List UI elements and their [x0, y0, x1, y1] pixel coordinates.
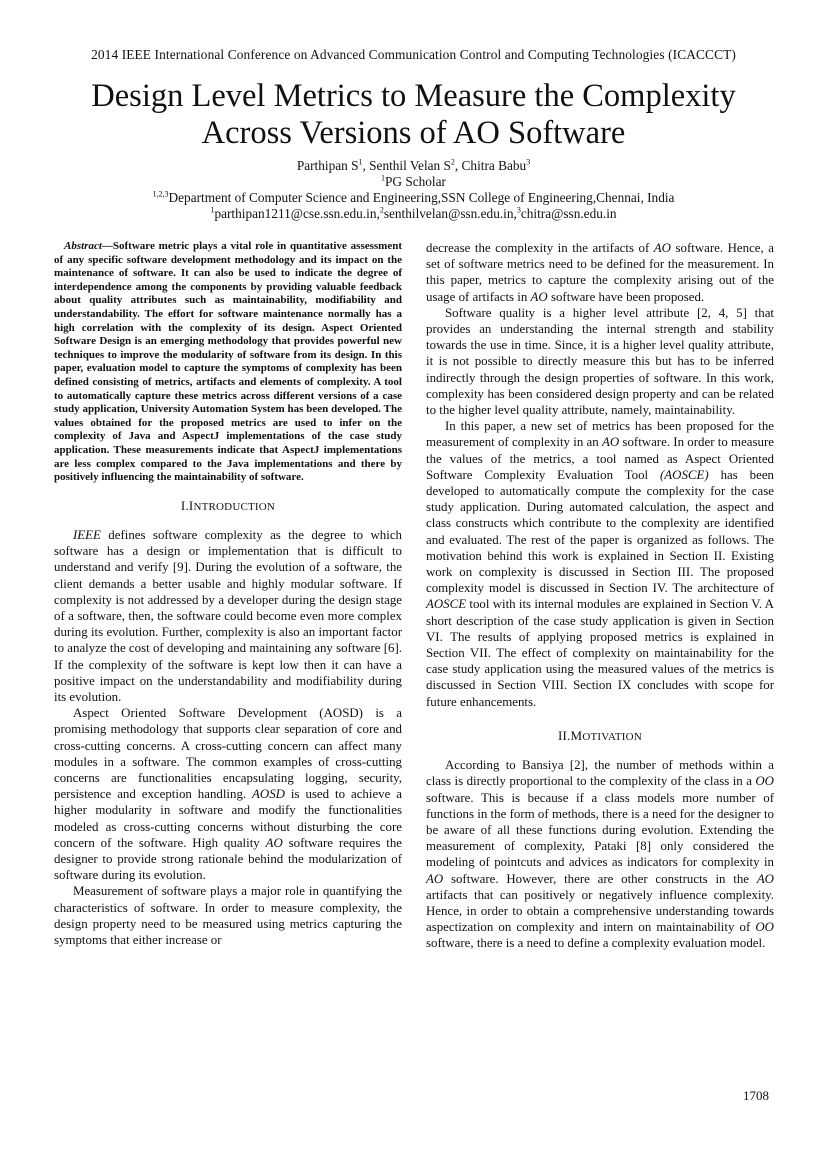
author-1-sup: 1: [358, 157, 363, 167]
motivation-text-e: software, there is a need to define a complexity evaluation model.: [426, 936, 766, 951]
section-rest: OTIVATION: [582, 730, 642, 743]
section-number: I.: [180, 497, 189, 513]
author-role: [0, 174, 827, 190]
intro-p6-text-d: tool with its internal modules are explained in Section V. A short description of the case study application is given in Section VI. The results of applying proposed metrics is explained in Section VII. The effect of complexity on maintainability for the case study application using the measured values of the metrics is discussed in Section VIII. Section IX concludes with scope for future enhancements.: [426, 597, 774, 709]
author-emails: [0, 206, 827, 222]
author-2: , Senthil Velan S: [362, 158, 451, 173]
author-block: [0, 158, 827, 222]
email-1-sup: 1: [210, 205, 215, 215]
section-heading-motivation: [426, 728, 774, 745]
intro-paragraph-1: [54, 527, 402, 705]
intro-p6-text-a: In this paper, a new set of metrics has been proposed for the measurement of complexity in an: [426, 419, 774, 450]
intro-p2-text-c: software requires the designer to provide strong rationale behind the modularization of software during its evolution.: [54, 835, 402, 883]
motivation-text-a: According to Bansiya [2], the number of methods within a class is directly proportional to the complexity of the class in a: [426, 758, 774, 789]
intro-p6-text-b: software. In order to measure the values of the metrics, a tool named as Aspect Oriented Software Complexity Evaluation Tool: [426, 435, 775, 482]
section-initial: I: [188, 497, 194, 513]
intro-p1-text: defines software complexity as the degree to which software has a design or implementation that is difficult to understand and verify [9]. During the evolution of a software, the client demands a better usable and highly modular software. If complexity is not addressed by a developer during the design stage of a software, then, the software could become even more complex during its evolution. Further, complexity is also an important factor to analyze the cost of developing and maintaining any software [6]. If the complexity of the software is kept low then it can have a positive impact on the understandability and modifiability during its evolution.: [54, 527, 402, 704]
motivation-text-d: artifacts that can positively or negatively influence complexity. Hence, in order to obtain a comprehensive understanding towards aspectization on complexity and intern on maintainability of: [426, 887, 774, 935]
email-2: senthilvelan@ssn.edu.in,: [383, 206, 517, 221]
abstract-label: Abstract: [64, 240, 102, 252]
motivation-term-oo-2: OO: [755, 920, 774, 935]
author-1: Parthipan S: [296, 158, 359, 173]
section-heading-introduction: [54, 498, 402, 515]
section-number: II.: [558, 727, 571, 743]
intro-term-ao-3: AO: [530, 289, 548, 304]
intro-p4-text-c: software have been proposed.: [547, 289, 705, 304]
intro-term-aosce-2: AOSCE: [426, 597, 467, 612]
intro-p6-text-c: has been developed to automatically compute the complexity for the case study application. During automated calculation, the aspect and class constructs which contribute to the complexity are identified and evaluated. The rest of the paper is organized as follows. The motivation behind this work is explained in Section II. Existing work on complexity is discussed in Section III. The proposed complexity model is discussed in Section IV. The architecture of: [426, 467, 774, 596]
title-line-1: Design Level Metrics to Measure the Complexity: [91, 78, 736, 114]
paper-title: [60, 78, 767, 152]
intro-p4-text-b: software. Hence, a set of software metrics need to be defined for the measurement. In this paper, metrics to capture the complexity arising out of the usage of artifacts in: [426, 241, 774, 304]
author-affiliation: [0, 190, 827, 206]
intro-term-aosce: (AOSCE): [660, 467, 709, 482]
intro-term-ao-2: AO: [653, 241, 671, 255]
intro-p2-text-a: Aspect Oriented Software Development (AOSD) is a promising methodology that supports clear separation of core and cross-cutting concerns. A cross-cutting concern can affect many modules in a software. The common examples of cross-cutting concerns are functionalities encapsulating logging, security, persistence and exception handling.: [54, 706, 402, 802]
role-text: PG Scholar: [385, 174, 446, 189]
abstract-text: —Software metric plays a vital role in quantitative assessment of any specific software development methodology and its impact on the maintenance of software. It can also be used to indicate the degree of interdependence among the components by providing valuable feedback about quality attributes such as maintainability, modifiability and understandability. The effort for software maintenance normally has a high correlation with the complexity of its design. Aspect Oriented Software Design is an emerging methodology that provides powerful new techniques to improve the modularity of software from its design. In this paper, evaluation model to capture the symptoms of complexity has been defined consisting of metrics, artifacts and elements of complexity. A tool to automatically capture these metrics across different versions of a case study application, University Automation System has been developed. The values obtained for the proposed metrics are used to infer on the complexity of Java and AspectJ implementations of the case study application. These measurements indicate that AspectJ implementations are less complex compared to the Java implementations and there by positively influencing the maintainability of software.: [54, 240, 402, 484]
intro-paragraph-3-cont: [426, 240, 774, 305]
intro-paragraph-4: Software quality is a higher level attribute [2, 4, 5] that provides an understanding the internal strength and stability towards the use in time. Since, it is a higher level quality attribute, it is not possible to directly measure this but has to be inferred indirectly through the design properties of software. In this work, complexity has been considered design property and can be related to the higher level quality attribute, namely, maintainability.: [426, 305, 774, 418]
motivation-term-ao-2: AO: [756, 871, 774, 886]
intro-paragraph-5: [426, 418, 774, 710]
conference-header: 2014 IEEE International Conference on Advanced Communication Control and Computing Technologies (ICACCCT): [91, 47, 736, 62]
author-2-sup: 2: [450, 157, 455, 167]
right-column: [426, 240, 774, 952]
email-1: parthipan1211@cse.ssn.edu.in,: [214, 206, 380, 221]
author-3: , Chitra Babu: [454, 158, 527, 173]
intro-paragraph-3: Measurement of software plays a major role in quantifying the characteristics of software. In order to measure complexity, the design property need to be measured using metrics capturing the symptoms that either increase or: [54, 884, 402, 947]
author-names: [0, 158, 827, 174]
intro-p4-text-a: decrease the complexity in the artifacts of: [426, 241, 654, 255]
email-2-sup: 2: [379, 205, 384, 215]
title-line-2: Across Versions of AO Software: [201, 115, 626, 151]
section-initial: M: [570, 727, 583, 743]
affiliation-text: Department of Computer Science and Engineering,SSN College of Engineering,Chennai, India: [168, 190, 675, 205]
motivation-text-b: software. This is because if a class models more number of functions in the form of methods, there is a need for the designer to be aware of all these functions during evolution. Extending the measurement of complexity, Pataki [8] only considered the modeling of pointcuts and advices as indicators for complexity in: [426, 790, 774, 870]
intro-term-ao: AO: [265, 835, 283, 850]
abstract: [54, 240, 402, 485]
intro-term-ieee: IEEE: [73, 527, 101, 542]
email-3: chitra@ssn.edu.in: [520, 206, 617, 221]
intro-p2-text-b: is used to achieve a higher modularity in software and modify the functionalities modeled as cross-cutting concerns without disturbing the core concern of the software. High quality: [54, 787, 402, 850]
intro-term-ao-4: AO: [601, 435, 620, 450]
motivation-term-ao: AO: [426, 871, 444, 886]
page-number: 1708: [743, 1088, 769, 1103]
left-column: [54, 240, 402, 948]
email-3-sup: 3: [516, 205, 521, 215]
section-rest: NTRODUCTION: [193, 500, 276, 513]
motivation-term-oo: OO: [755, 774, 774, 789]
author-3-sup: 3: [526, 157, 531, 167]
motivation-paragraph-1: [426, 757, 774, 951]
role-sup: 1: [381, 173, 386, 183]
motivation-text-c: software. However, there are other constructs in the: [443, 871, 757, 886]
intro-paragraph-2: [54, 705, 402, 883]
intro-term-aosd: AOSD: [252, 787, 285, 802]
affiliation-sup: 1,2,3: [152, 189, 169, 199]
